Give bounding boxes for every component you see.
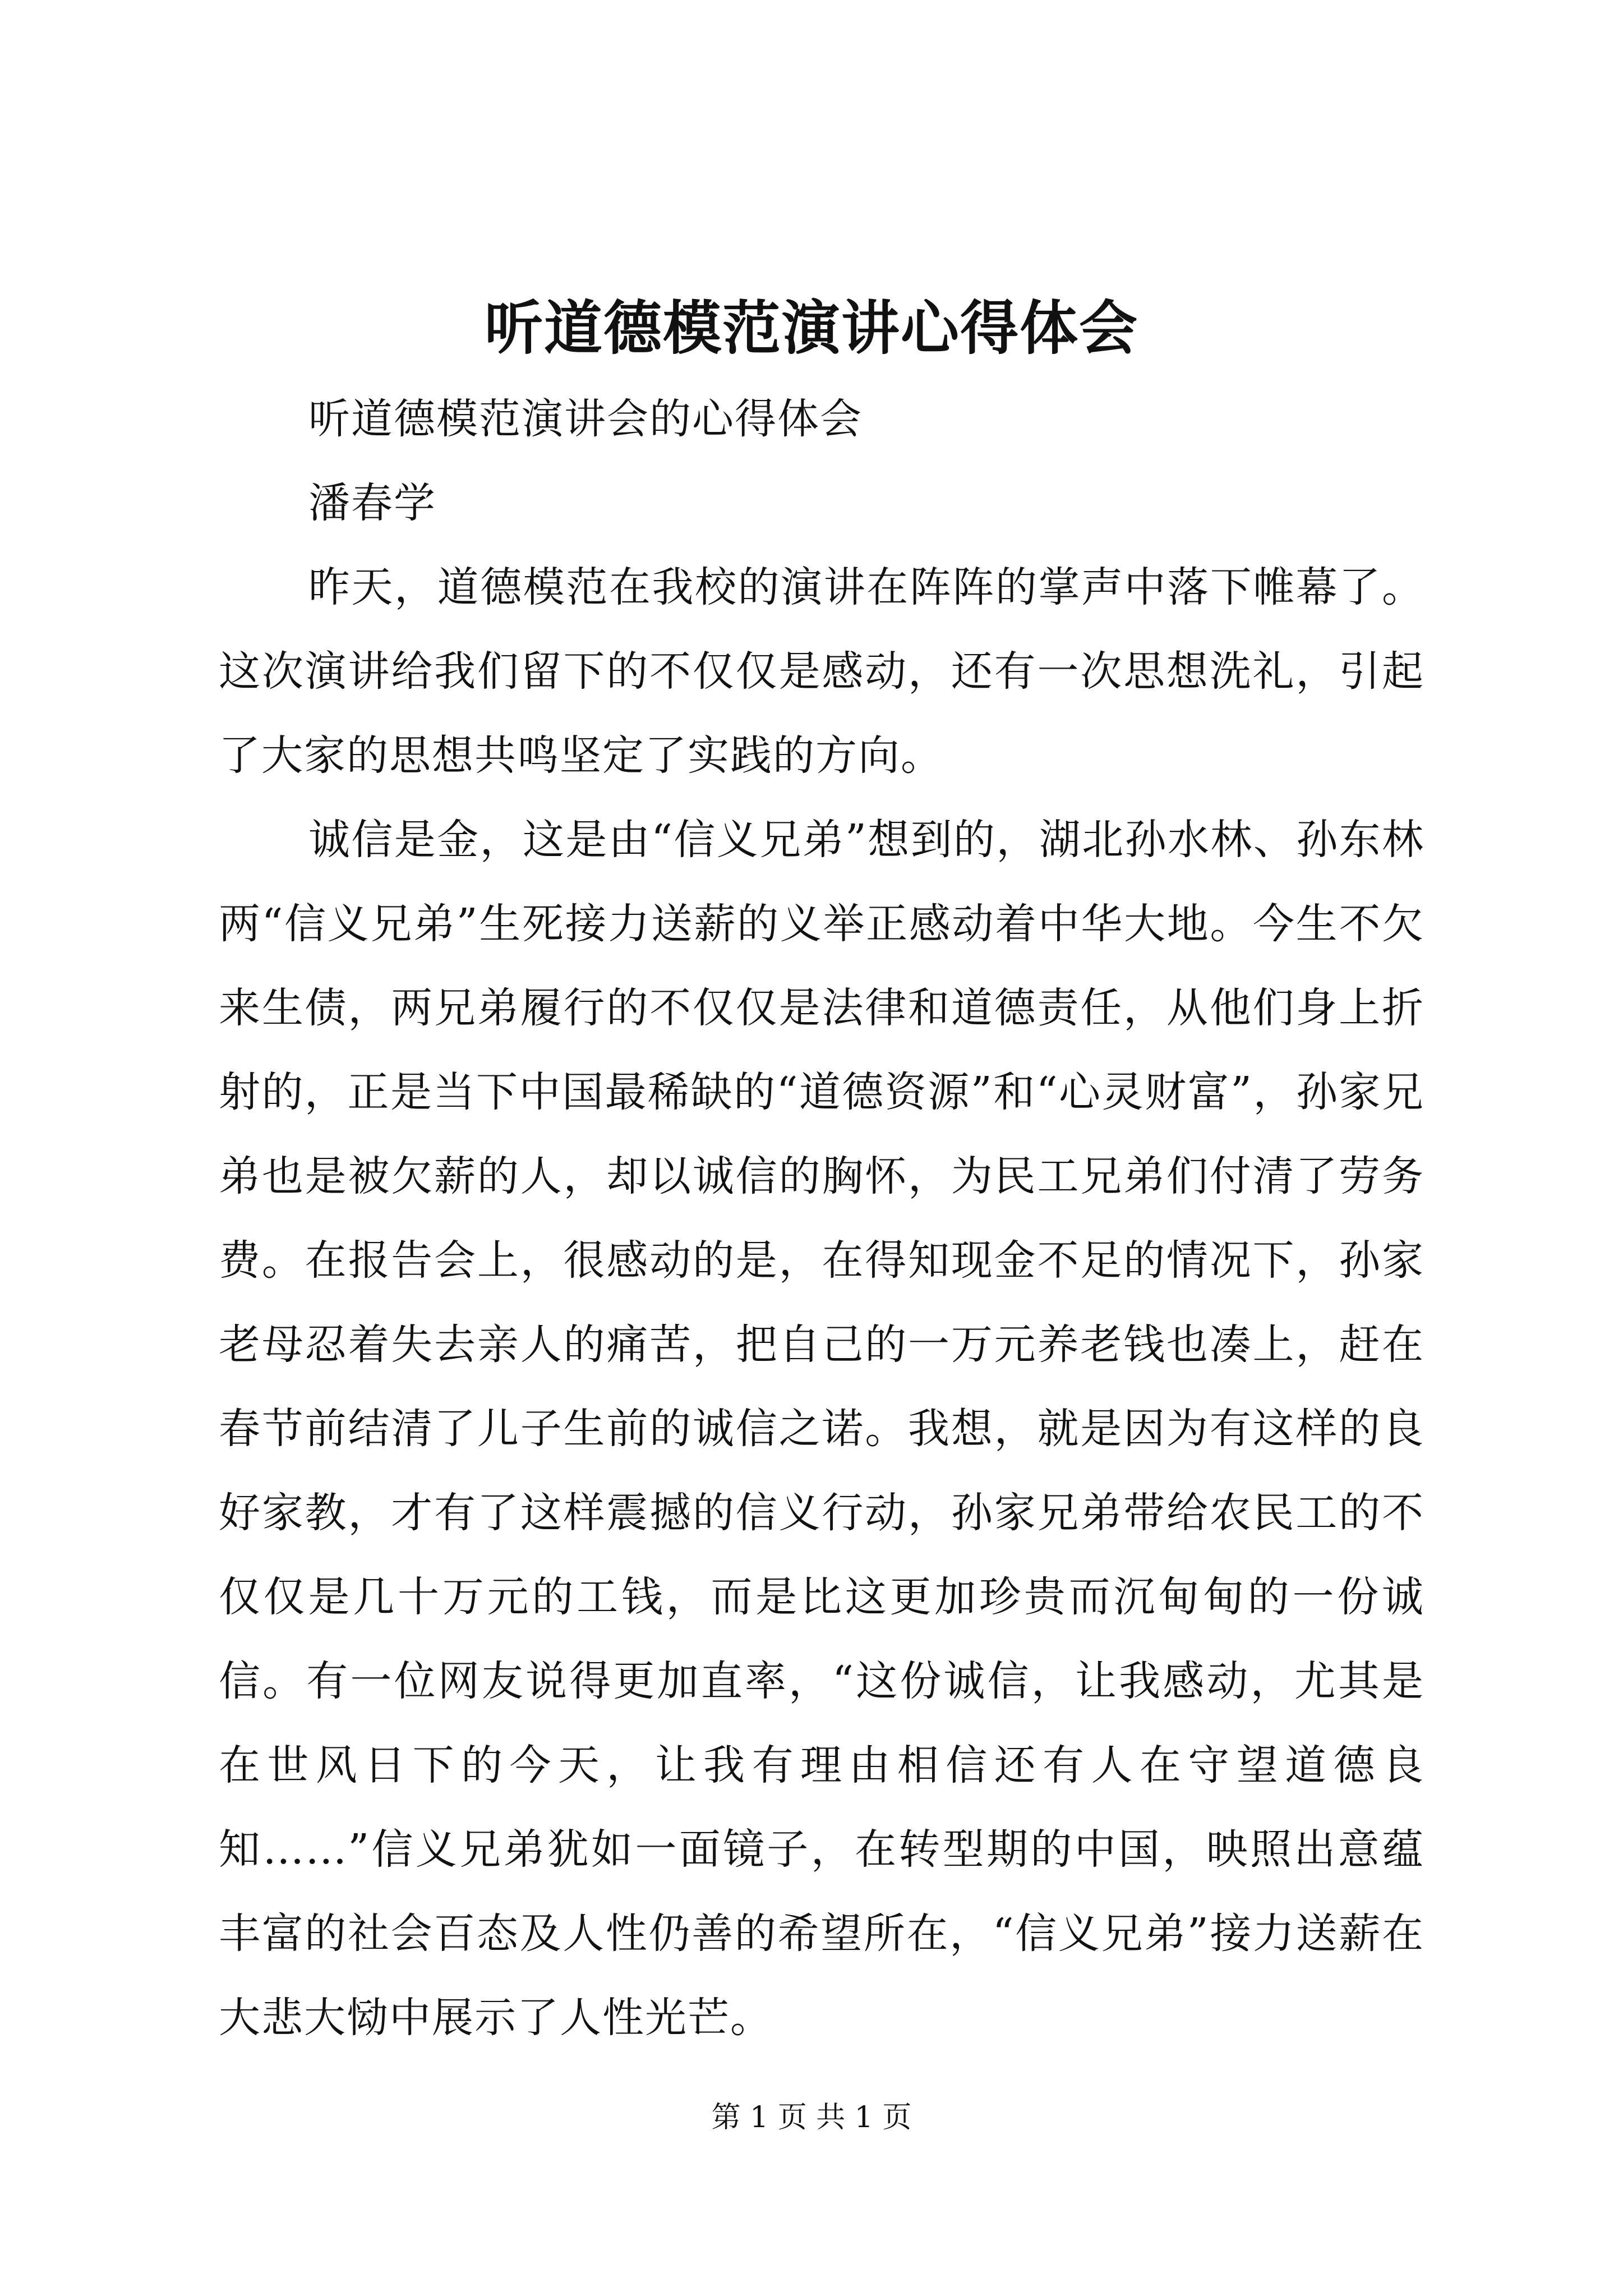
subtitle-paragraph: 听道德模范演讲会的心得体会 [308, 395, 863, 443]
body-paragraph: 诚信是金，这是由“信义兄弟”想到的，湖北孙水林、孙东林两“信义兄弟”生死接力送薪的义举正感动着中华大地。今生不欠来生债，两兄弟履行的不仅仅是法律和道德责任，从他们身上折射的，正是当下中国最稀缺的“道德资源”和“心灵财富”，孙家兄弟也是被欠薪的人，却以诚信的胸怀，为民工兄弟们付清了劳务费。在报告会上，很感动的是，在得知现金不足的情况下，孙家老母忍着失去亲人的痛苦，把自己的一万元养老钱也凑上，赶在春节前结清了儿子生前的诚信之诺。我想，就是因为有这样的良好家教，才有了这样震撼的信义行动，孙家兄弟带给农民工的不仅仅是几十万元的工钱，而是比这更加珍贵而沉甸甸的一份诚信。有一位网友说得更加直率，“这份诚信，让我感动，尤其是在世风日下的今天，让我有理由相信还有人在守望道德良知……”信义兄弟犹如一面镜子，在转型期的中国，映照出意蕴丰富的社会百态及人性仍善的希望所在，“信义兄弟”接力送薪在大悲大恸中展示了人性光芒。 [219, 816, 1424, 2042]
page-footer: 第 1 页 共 1 页 [711, 2101, 912, 2134]
body-paragraph: 昨天，道德模范在我校的演讲在阵阵的掌声中落下帷幕了。这次演讲给我们留下的不仅仅是感动，还有一次思想洗礼，引起了大家的思想共鸣坚定了实践的方向。 [219, 563, 1424, 780]
author-paragraph: 潘春学 [308, 479, 436, 527]
document-title: 听道德模范演讲心得体会 [484, 293, 1138, 362]
document-body [219, 377, 1424, 2060]
